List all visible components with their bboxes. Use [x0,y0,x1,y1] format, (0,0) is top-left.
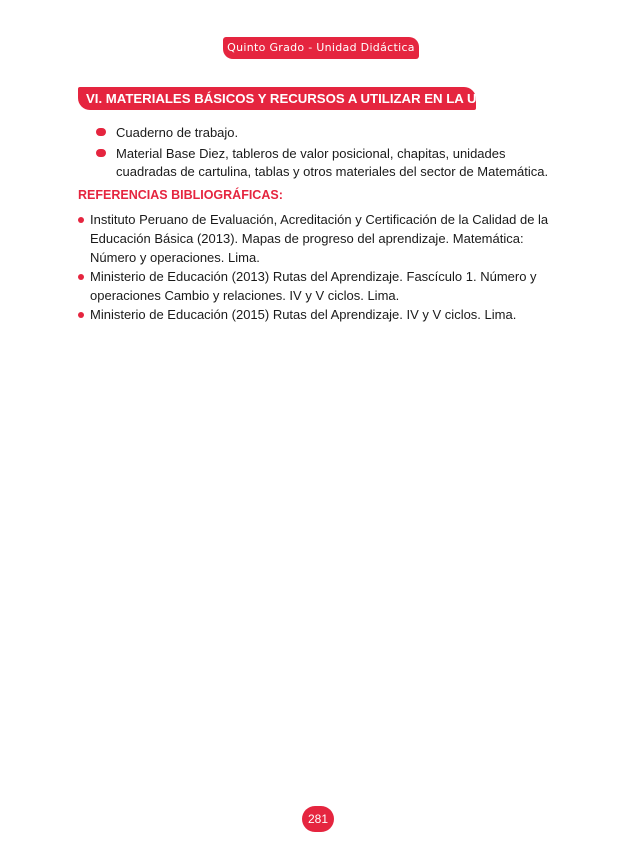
section-heading: VI. MATERIALES BÁSICOS Y RECURSOS A UTILIZAR EN LA UNIDAD [78,87,476,110]
bullet-icon [78,274,84,280]
reference-text: Ministerio de Educación (2015) Rutas del Aprendizaje. IV y V ciclos. Lima. [90,307,517,322]
bullet-icon [96,128,106,136]
materials-list [96,124,566,184]
reference-item [78,305,558,324]
list-item-text: Cuaderno de trabajo. [116,125,239,140]
page-number: 281 [302,806,334,832]
reference-text: Ministerio de Educación (2013) Rutas del Aprendizaje. Fascículo 1. Número y operaciones Cambio y relaciones. IV y V ciclos. Lima. [90,269,537,303]
bullet-icon [78,217,84,223]
list-item-text: Material Base Diez, tableros de valor posicional, chapitas, unidades cuadradas de cartulina, tablas y otros materiales del sector de Matemática. [116,146,549,179]
reference-text: Instituto Peruano de Evaluación, Acreditación y Certificación de la Calidad de la Educación Básica (2013). Mapas de progreso del aprendizaje. Matemática: Número y operaciones. Lima. [90,212,549,265]
bullet-icon [96,149,106,157]
list-item [96,124,566,142]
references-list [78,210,558,324]
bullet-icon [78,312,84,318]
list-item [96,145,566,181]
unit-header-tab: Quinto Grado - Unidad Didáctica 2 [223,37,419,59]
references-title: REFERENCIAS BIBLIOGRÁFICAS: [78,188,283,202]
reference-item [78,210,558,267]
reference-item [78,267,558,305]
